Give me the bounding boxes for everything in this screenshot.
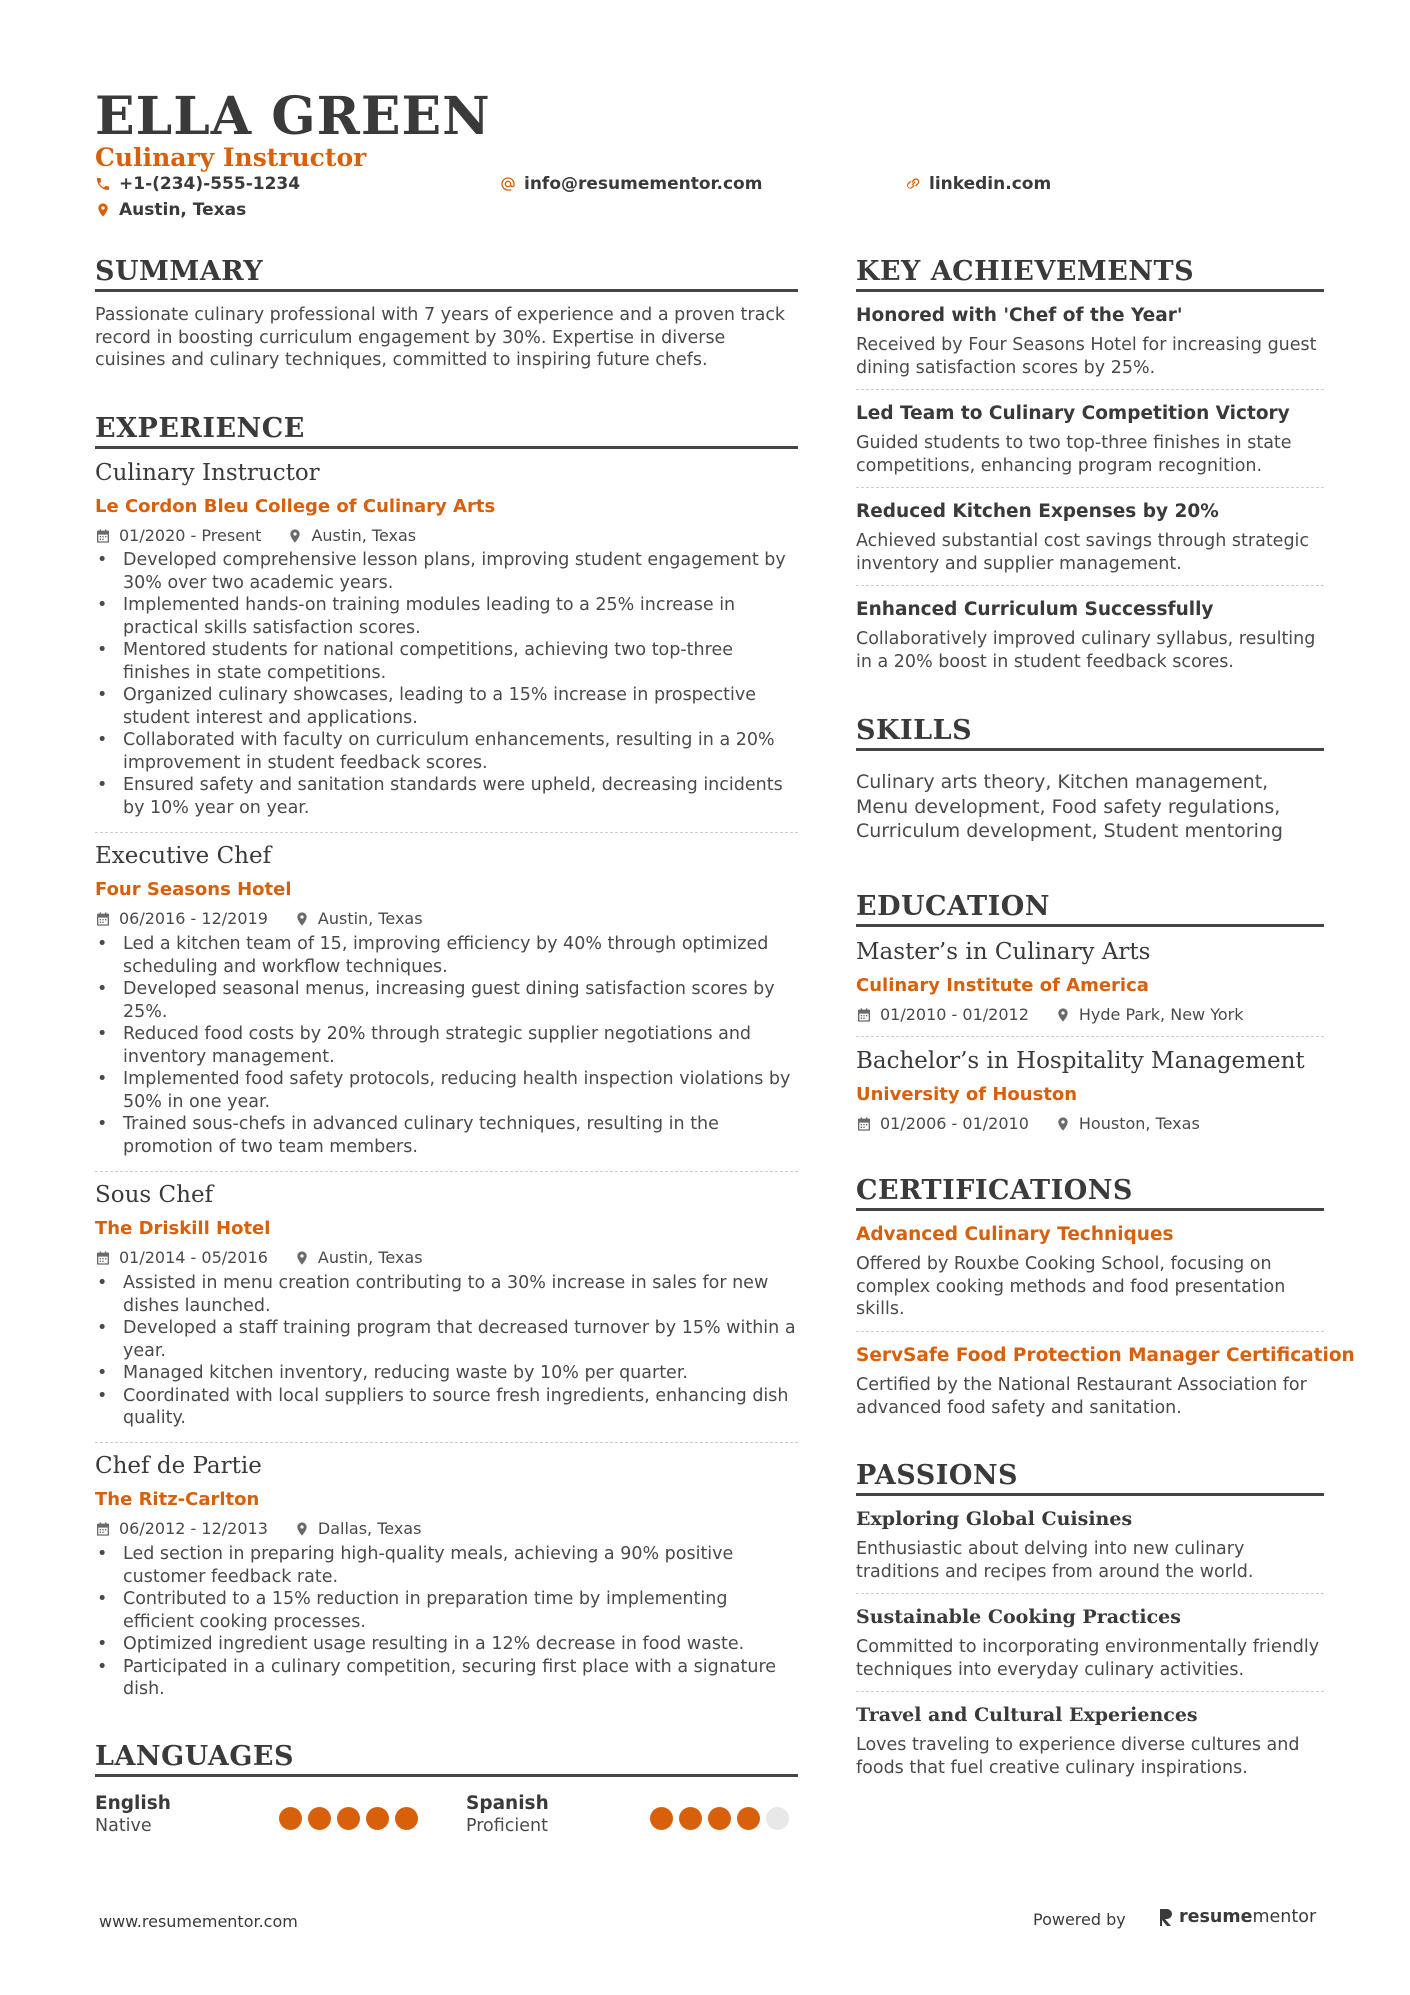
divider <box>856 389 1324 390</box>
certification-title: ServSafe Food Protection Manager Certification <box>856 1345 1355 1366</box>
footer-website[interactable]: www.resumementor.com <box>99 1912 298 1931</box>
section-rule <box>95 446 798 449</box>
location-pin-icon <box>294 1521 310 1537</box>
section-title-certifications: CERTIFICATIONS <box>856 1175 1133 1206</box>
passion-title: Travel and Cultural Experiences <box>856 1704 1198 1726</box>
section-title-summary: SUMMARY <box>95 256 264 287</box>
job-location: Austin, Texas <box>317 1248 423 1267</box>
location-pin-icon <box>287 528 303 544</box>
language-rating-spanish <box>650 1807 795 1834</box>
section-title-achievements: KEY ACHIEVEMENTS <box>856 256 1195 287</box>
education-location: Houston, Texas <box>1078 1114 1200 1133</box>
job-bullets <box>95 1543 800 1701</box>
footer-brand[interactable] <box>1158 1907 1316 1927</box>
list-item: • Assisted in menu creation contributing to a 30% increase in sales for new dishes launched. <box>95 1272 800 1317</box>
list-item: • Ensured safety and sanitation standards were upheld, decreasing incidents by 10% year on year. <box>95 774 800 819</box>
list-item: • Mentored students for national competitions, achieving two top-three finishes in state competitions. <box>95 639 800 684</box>
list-item: • Organized culinary showcases, leading to a 15% increase in prospective student interest and applications. <box>95 684 800 729</box>
job-bullets <box>95 933 800 1158</box>
achievement-title: Reduced Kitchen Expenses by 20% <box>856 501 1219 522</box>
list-item: • Trained sous-chefs in advanced culinary techniques, resulting in the promotion of two team members. <box>95 1113 800 1158</box>
certification-title: Advanced Culinary Techniques <box>856 1224 1174 1245</box>
resumementor-logo-icon <box>1158 1907 1174 1927</box>
divider <box>856 585 1324 586</box>
achievement-desc: Achieved substantial cost savings through strategic inventory and supplier management. <box>856 531 1310 574</box>
passion-desc: Loves traveling to experience diverse cultures and foods that fuel creative culinary inspirations. <box>856 1735 1300 1778</box>
location-contact <box>95 200 246 220</box>
list-item: • Managed kitchen inventory, reducing waste by 10% per quarter. <box>95 1362 800 1385</box>
rating-dot-filled <box>337 1807 360 1830</box>
section-rule <box>856 289 1324 292</box>
job-company: Le Cordon Bleu College of Culinary Arts <box>95 496 496 517</box>
job-meta <box>95 526 416 545</box>
list-item: • Developed a staff training program that decreased turnover by 15% within a year. <box>95 1317 800 1362</box>
list-item: • Collaborated with faculty on curriculum enhancements, resulting in a 20% improvement in student feedback scores. <box>95 729 800 774</box>
section-title-passions: PASSIONS <box>856 1460 1019 1491</box>
location-pin-icon <box>294 1250 310 1266</box>
job-meta <box>95 1248 423 1267</box>
location-pin-icon <box>95 202 111 218</box>
list-item: • Participated in a culinary competition, securing first place with a signature dish. <box>95 1656 800 1701</box>
section-title-skills: SKILLS <box>856 715 973 746</box>
brand-part-resume: resume <box>1179 1907 1253 1927</box>
job-meta <box>95 1519 421 1538</box>
education-school: University of Houston <box>856 1084 1078 1105</box>
certification-desc: Certified by the National Restaurant Association for advanced food safety and sanitation. <box>856 1375 1307 1418</box>
list-item: • Optimized ingredient usage resulting in a 12% decrease in food waste. <box>95 1633 800 1656</box>
job-company: The Driskill Hotel <box>95 1218 271 1239</box>
phone-text[interactable]: +1-(234)-555-1234 <box>119 174 301 194</box>
achievement-desc: Received by Four Seasons Hotel for increasing guest dining satisfaction scores by 25%. <box>856 335 1317 378</box>
list-item: • Reduced food costs by 20% through strategic supplier negotiations and inventory management. <box>95 1023 800 1068</box>
job-location: Dallas, Texas <box>317 1519 422 1538</box>
language-level: Proficient <box>466 1816 548 1836</box>
list-item: • Developed comprehensive lesson plans, improving student engagement by 30% over two academic years. <box>95 549 800 594</box>
location-text: Austin, Texas <box>119 200 247 220</box>
divider <box>856 487 1324 488</box>
list-item: • Implemented hands-on training modules leading to a 25% increase in practical skills satisfaction scores. <box>95 594 800 639</box>
rating-dot-filled <box>279 1807 302 1830</box>
section-title-languages: LANGUAGES <box>95 1741 294 1772</box>
job-title: Culinary Instructor <box>95 460 320 486</box>
education-dates: 01/2010 - 01/2012 <box>880 1005 1029 1024</box>
job-dates: 01/2014 - 05/2016 <box>119 1248 268 1267</box>
candidate-title: Culinary Instructor <box>95 143 367 172</box>
achievement-title: Led Team to Culinary Competition Victory <box>856 403 1290 424</box>
passion-title: Sustainable Cooking Practices <box>856 1606 1181 1628</box>
list-item: • Contributed to a 15% reduction in preparation time by implementing efficient cooking processes. <box>95 1588 800 1633</box>
job-bullets <box>95 549 800 819</box>
divider <box>856 1036 1324 1037</box>
education-degree: Master’s in Culinary Arts <box>856 939 1151 965</box>
job-dates: 06/2012 - 12/2013 <box>119 1519 268 1538</box>
job-title: Executive Chef <box>95 843 272 869</box>
section-rule <box>856 1208 1324 1211</box>
job-title: Sous Chef <box>95 1182 214 1208</box>
section-rule <box>856 748 1324 751</box>
education-meta <box>856 1005 1244 1024</box>
summary-text: Passionate culinary professional with 7 years of experience and a proven track record in boosting curriculum engagement by 30%. Expertise in diverse cuisines and culinary techniques, committed to inspiring future chefs. <box>95 305 786 370</box>
language-spanish <box>466 1793 549 1836</box>
calendar-icon <box>95 528 111 544</box>
achievement-title: Honored with 'Chef of the Year' <box>856 305 1183 326</box>
job-location: Austin, Texas <box>311 526 417 545</box>
section-rule <box>95 1774 798 1777</box>
job-title: Chef de Partie <box>95 1453 262 1479</box>
divider <box>856 1691 1324 1692</box>
education-meta <box>856 1114 1200 1133</box>
language-english <box>95 1793 171 1836</box>
footer-powered-by: Powered by <box>1033 1910 1126 1929</box>
rating-dot-filled <box>708 1807 731 1830</box>
list-item: • Coordinated with local suppliers to source fresh ingredients, enhancing dish quality. <box>95 1385 800 1430</box>
certification-desc: Offered by Rouxbe Cooking School, focusing on complex cooking methods and food presentation skills. <box>856 1254 1286 1319</box>
list-item: • Led section in preparing high-quality meals, achieving a 90% positive customer feedback rate. <box>95 1543 800 1588</box>
section-title-education: EDUCATION <box>856 891 1050 922</box>
link-icon <box>905 176 921 192</box>
section-rule <box>856 924 1324 927</box>
list-item: • Led a kitchen team of 15, improving efficiency by 40% through optimized scheduling and workflow techniques. <box>95 933 800 978</box>
phone-contact <box>95 174 300 194</box>
calendar-icon <box>95 911 111 927</box>
rating-dot-filled <box>737 1807 760 1830</box>
achievement-desc: Guided students to two top-three finishes in state competitions, enhancing program recognition. <box>856 433 1292 476</box>
list-item: • Developed seasonal menus, increasing guest dining satisfaction scores by 25%. <box>95 978 800 1023</box>
linkedin-contact <box>905 174 1051 194</box>
divider <box>95 1171 798 1172</box>
location-pin-icon <box>294 911 310 927</box>
rating-dot-filled <box>679 1807 702 1830</box>
email-contact <box>500 174 762 194</box>
language-name: English <box>95 1793 171 1814</box>
phone-icon <box>95 176 111 192</box>
location-pin-icon <box>1055 1116 1071 1132</box>
job-company: Four Seasons Hotel <box>95 879 292 900</box>
calendar-icon <box>95 1250 111 1266</box>
language-name: Spanish <box>466 1793 549 1814</box>
language-level: Native <box>95 1816 152 1836</box>
linkedin-text[interactable]: linkedin.com <box>929 174 1052 194</box>
section-title-experience: EXPERIENCE <box>95 413 305 444</box>
candidate-name: ELLA GREEN <box>95 86 491 147</box>
divider <box>95 832 798 833</box>
divider <box>856 1331 1324 1332</box>
job-dates: 06/2016 - 12/2019 <box>119 909 268 928</box>
education-degree: Bachelor’s in Hospitality Management <box>856 1048 1305 1074</box>
passion-title: Exploring Global Cuisines <box>856 1508 1133 1530</box>
job-bullets <box>95 1272 800 1430</box>
divider <box>856 1593 1324 1594</box>
divider <box>95 1442 798 1443</box>
rating-dot-filled <box>650 1807 673 1830</box>
passion-desc: Committed to incorporating environmentally friendly techniques into everyday culinary activities. <box>856 1637 1320 1680</box>
rating-dot-empty <box>766 1807 789 1830</box>
section-rule <box>856 1493 1324 1496</box>
rating-dot-filled <box>395 1807 418 1830</box>
calendar-icon <box>856 1007 872 1023</box>
rating-dot-filled <box>366 1807 389 1830</box>
passion-desc: Enthusiastic about delving into new culinary traditions and recipes from around the world. <box>856 1539 1254 1582</box>
achievement-desc: Collaboratively improved culinary syllabus, resulting in a 20% boost in student feedback scores. <box>856 629 1316 672</box>
job-location: Austin, Texas <box>317 909 423 928</box>
rating-dot-filled <box>308 1807 331 1830</box>
job-dates: 01/2020 - Present <box>119 526 262 545</box>
calendar-icon <box>95 1521 111 1537</box>
education-school: Culinary Institute of America <box>856 975 1149 996</box>
language-rating-english <box>279 1807 424 1834</box>
at-icon <box>500 176 516 192</box>
education-location: Hyde Park, New York <box>1078 1005 1244 1024</box>
list-item: • Implemented food safety protocols, reducing health inspection violations by 50% in one year. <box>95 1068 800 1113</box>
location-pin-icon <box>1055 1007 1071 1023</box>
section-rule <box>95 289 798 292</box>
calendar-icon <box>856 1116 872 1132</box>
brand-part-mentor: mentor <box>1252 1907 1317 1927</box>
job-company: The Ritz-Carlton <box>95 1489 260 1510</box>
skills-text: Culinary arts theory, Kitchen management, Menu development, Food safety regulations, Curriculum development, Student mentoring <box>856 771 1283 842</box>
job-meta <box>95 909 423 928</box>
email-text[interactable]: info@resumementor.com <box>524 174 763 194</box>
education-dates: 01/2006 - 01/2010 <box>880 1114 1029 1133</box>
achievement-title: Enhanced Curriculum Successfully <box>856 599 1214 620</box>
